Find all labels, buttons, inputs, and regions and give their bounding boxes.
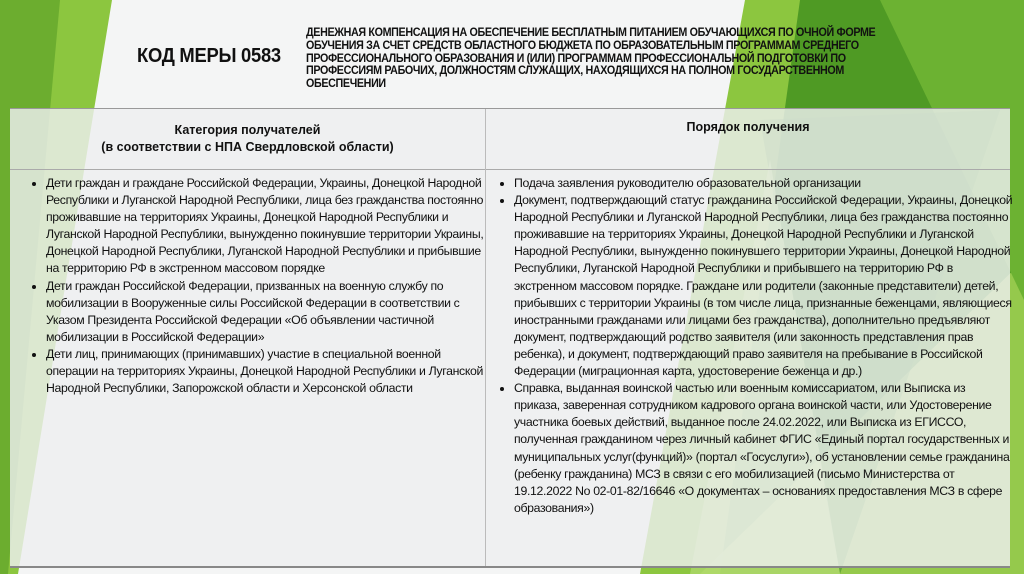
- header-line: (в соответствии с НПА Свердловской области): [101, 140, 394, 154]
- measure-description-heading: ДЕНЕЖНАЯ КОМПЕНСАЦИЯ НА ОБЕСПЕЧЕНИЕ БЕСПЛАТНЫМ ПИТАНИЕМ ОБУЧАЮЩИХСЯ ПО ОЧНОЙ ФОРМЕ ОБУЧЕНИЯ ЗА СЧЕТ СРЕДСТВ ОБЛАСТНОГО БЮДЖЕТА ПО ОБРАЗОВАТЕЛЬНЫМ ПРОГРАММАМ СРЕДНЕГО ПРОФЕССИОНАЛЬНОГО ОБРАЗОВАНИЯ И (ИЛИ) ПРОГРАММАМ ПРОФЕССИОНАЛЬНОЙ ПОДГОТОВКИ ПО ПРОФЕССИЯМ РАБОЧИХ, ДОЛЖНОСТЯМ СЛУЖАЩИХ, НАХОДЯЩИХСЯ НА ПОЛНОМ ГОСУДАРСТВЕННОМ ОБЕСПЕЧЕНИИ: [306, 25, 876, 91]
- column-header-procedure: Порядок получения: [486, 109, 1010, 170]
- header-line: Категория получателей: [174, 123, 321, 137]
- list-item: • Справка, выданная воинской частью или военным комиссариатом, или Выписка из приказа, заверенная сотрудником кадрового органа воинской части, или Удостоверение участника боевых действий, выданное после 24.02.2022, или Выписка из ЕГИССО, полученная гражданином через личный кабинет ФГИС «Единый портал государственных и муниципальных услуг(функций)» (портал «Госуслуги»), об установлении семье гражданина (ребенку гражданина) МСЗ в связи с его мобилизацией (письмо Министерства от 19.12.2022 No 02-01-82/16646 «О документах – основаниях предоставления МСЗ в сфере образования»): [514, 380, 1014, 517]
- list-item: • Подача заявления руководителю образовательной организации: [514, 175, 1014, 192]
- measure-code-title: КОД МЕРЫ 0583: [137, 45, 281, 67]
- measure-table: [10, 108, 1013, 568]
- list-item: • Документ, подтверждающий статус гражданина Российской Федерации, Украины, Донецкой Народной Республики и Луганской Народной Республики, лица без гражданства постоянно проживавшие на территориях Украины, Донецкой Народной Республики и Луганской Народной Республики, вынужденно покинувшего территории Украины, Донецкой Народной Республики, Луганской Народной Республики и прибывшего на территорию РФ в экстренном массовом порядке. Граждане или родители (законные представители) детей, прибывших с территории Украины (в том числе лица, признанные беженцами, являющиеся иностранными гражданами или лицами без гражданства), дополнительно предъявляют документ, подтверждающий родство заявителя (или законность представления прав ребенка), и документ, подтверждающий право заявителя на пребывание в Российской Федерации (миграционная карта, удостоверение беженца и др.): [514, 192, 1014, 380]
- list-item: • Дети лиц, принимающих (принимавших) участие в специальной военной операции на территориях Украины, Донецкой Народной Республики и Луганской Народной Республики, Запорожской области и Херсонской области: [46, 346, 491, 397]
- column-header-recipients: [10, 109, 485, 170]
- procedure-list: [496, 175, 1014, 517]
- list-item: • Дети граждан Российской Федерации, призванных на военную службу по мобилизации в Вооруженные силы Российской Федерации в соответствии с Указом Президента Российской Федерации «Об объявлении частичной мобилизации в Российской Федерации»: [46, 278, 491, 346]
- list-item: • Дети граждан и граждане Российской Федерации, Украины, Донецкой Народной Республики и Луганской Народной Республики, лица без гражданства постоянно проживавшие на территориях Украины, Донецкой Народной Республики и Луганской Народной Республики, вынужденно покинувшие территории Украины, Донецкой Народной Республики, Луганской Народной Республики и прибывшие на территорию РФ в экстренном массовом порядке: [46, 175, 491, 278]
- recipients-list: [28, 175, 491, 397]
